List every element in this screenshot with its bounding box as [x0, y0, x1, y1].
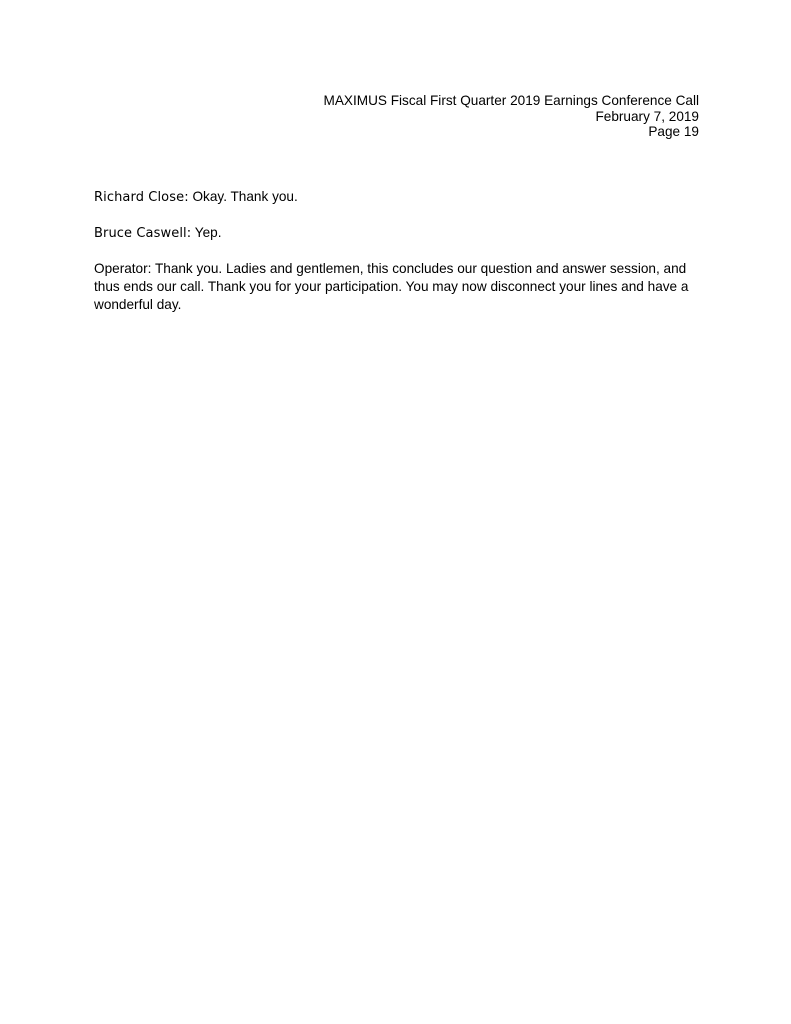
speaker-name: Bruce Caswell:	[94, 226, 192, 241]
speaker-text: Okay. Thank you.	[188, 189, 298, 204]
transcript-paragraph	[94, 224, 704, 243]
header-date: February 7, 2019	[595, 108, 699, 124]
transcript-paragraph	[94, 260, 704, 314]
transcript-body	[94, 188, 704, 331]
speaker-name: Operator:	[94, 261, 152, 276]
speaker-text: Thank you. Ladies and gentlemen, this concludes our question and answer session, and thus ends our call. Thank you for your participation. You may now disconnect your lines and have a wonderful day.	[94, 261, 689, 312]
speaker-name: Richard Close:	[94, 190, 189, 205]
header-page-number: Page 19	[648, 124, 699, 139]
speaker-text: Yep.	[191, 225, 222, 240]
page-header	[324, 93, 699, 140]
transcript-paragraph	[94, 188, 704, 207]
header-title: MAXIMUS Fiscal First Quarter 2019 Earnings Conference Call	[323, 93, 699, 108]
